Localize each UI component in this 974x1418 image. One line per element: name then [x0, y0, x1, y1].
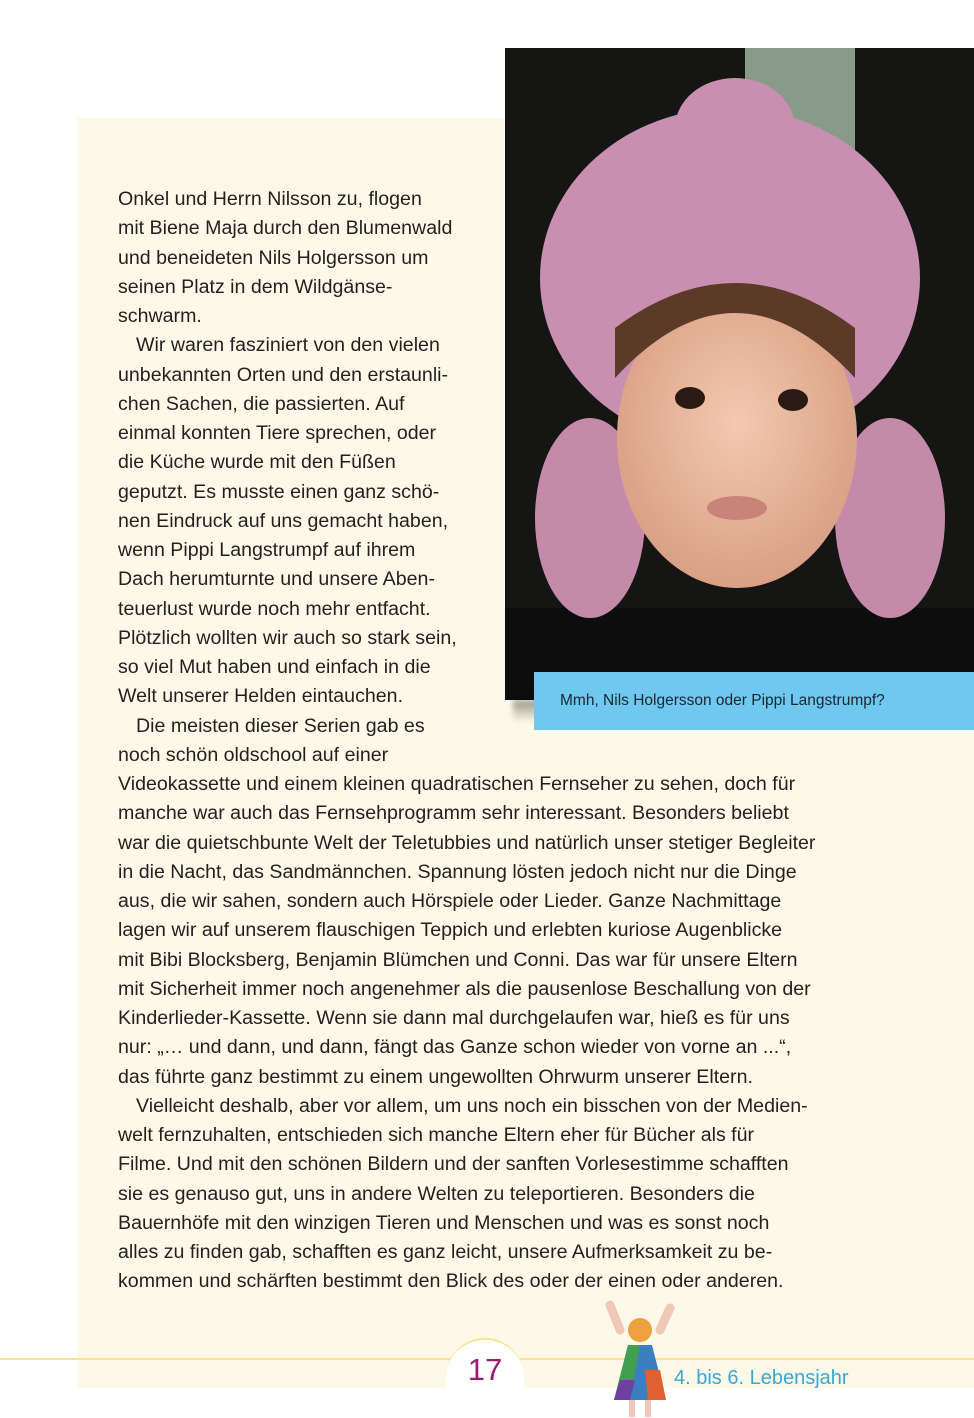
- body-line: mit Biene Maja durch den Blumenwald: [118, 217, 453, 240]
- body-line: teuerlust wurde noch mehr entfacht.: [118, 597, 431, 620]
- body-line: einmal konnten Tiere sprechen, oder: [118, 422, 437, 444]
- body-line: Filme. Und mit den schönen Bildern und der sanften Vorlesestimme schafften: [118, 1153, 789, 1176]
- body-line: lagen wir auf unserem flauschigen Teppich und erlebten kuriose Augenblicke: [118, 919, 783, 942]
- body-line: das führte ganz bestimmt zu einem ungewollten Ohrwurm unserer Eltern.: [118, 1065, 753, 1088]
- body-line: Welt unserer Helden eintauchen.: [118, 685, 404, 708]
- body-line: seinen Platz in dem Wildgänse-: [118, 275, 393, 298]
- body-line: Dach herumturnte und unsere Aben-: [118, 568, 435, 591]
- body-line: mit Sicherheit immer noch angenehmer als die pausenlose Beschallung von der: [118, 977, 811, 1000]
- girl-illustration: [600, 1300, 680, 1417]
- body-line: Bauernhöfe mit den winzigen Tieren und Menschen und was es sonst noch: [118, 1211, 770, 1234]
- body-line: Videokassette und einem kleinen quadratischen Fernseher zu sehen, doch für: [118, 773, 796, 795]
- body-line: nen Eindruck auf uns gemacht haben,: [118, 509, 449, 532]
- photo-child-pink-hat: [505, 48, 974, 700]
- body-line: manche war auch das Fernsehprogramm sehr interessant. Besonders beliebt: [118, 802, 789, 825]
- body-line: Wir waren fasziniert von den vielen: [136, 334, 440, 357]
- body-line: sie es genauso gut, uns in andere Welten zu teleportieren. Besonders die: [118, 1182, 755, 1205]
- body-line: geputzt. Es musste einen ganz schö-: [118, 480, 440, 503]
- body-line: Plötzlich wollten wir auch so stark sein,: [118, 626, 457, 649]
- body-line: war die quietschbunte Welt der Teletubbies und natürlich unser stetiger Begleiter: [118, 831, 816, 854]
- body-line: Kinderlieder-Kassette. Wenn sie dann mal durchgelaufen war, hieß es für uns: [118, 1007, 790, 1029]
- page-number: 17: [467, 1352, 503, 1387]
- body-line: schwarm.: [118, 305, 202, 327]
- body-line: so viel Mut haben und einfach in die: [118, 656, 431, 678]
- body-line: wenn Pippi Langstrumpf auf ihrem: [118, 539, 416, 561]
- body-line: aus, die wir sahen, sondern auch Hörspiele oder Lieder. Ganze Nachmittage: [118, 890, 782, 912]
- body-line: in die Nacht, das Sandmännchen. Spannung lösten jedoch nicht nur die Dinge: [118, 860, 797, 883]
- body-line: welt fernzuhalten, entschieden sich manche Eltern eher für Bücher als für: [118, 1124, 755, 1146]
- body-line: chen Sachen, die passierten. Auf: [118, 392, 405, 415]
- body-line: noch schön oldschool auf einer: [118, 743, 389, 766]
- body-line: Die meisten dieser Serien gab es: [136, 714, 425, 737]
- body-line: kommen und schärften bestimmt den Blick des oder der einen oder anderen.: [118, 1270, 784, 1293]
- body-line: Onkel und Herrn Nilsson zu, flogen: [118, 188, 422, 210]
- body-line: unbekannten Orten und den erstaunli-: [118, 363, 449, 386]
- body-line: mit Bibi Blocksberg, Benjamin Blümchen und Conni. Das war für unsere Eltern: [118, 948, 798, 971]
- body-line: und beneideten Nils Holgersson um: [118, 246, 429, 269]
- section-label: 4. bis 6. Lebensjahr: [674, 1367, 849, 1389]
- body-line: nur: „… und dann, und dann, fängt das Ganze schon wieder von vorne an ...“,: [118, 1036, 792, 1059]
- body-line: alles zu finden gab, schafften es ganz leicht, unsere Aufmerksamkeit zu be-: [118, 1241, 773, 1263]
- body-line: die Küche wurde mit den Füßen: [118, 451, 396, 474]
- body-line: Vielleicht deshalb, aber vor allem, um uns noch ein bisschen von der Medien-: [136, 1094, 808, 1117]
- photo-caption: Mmh, Nils Holgersson oder Pippi Langstrumpf?: [534, 672, 974, 730]
